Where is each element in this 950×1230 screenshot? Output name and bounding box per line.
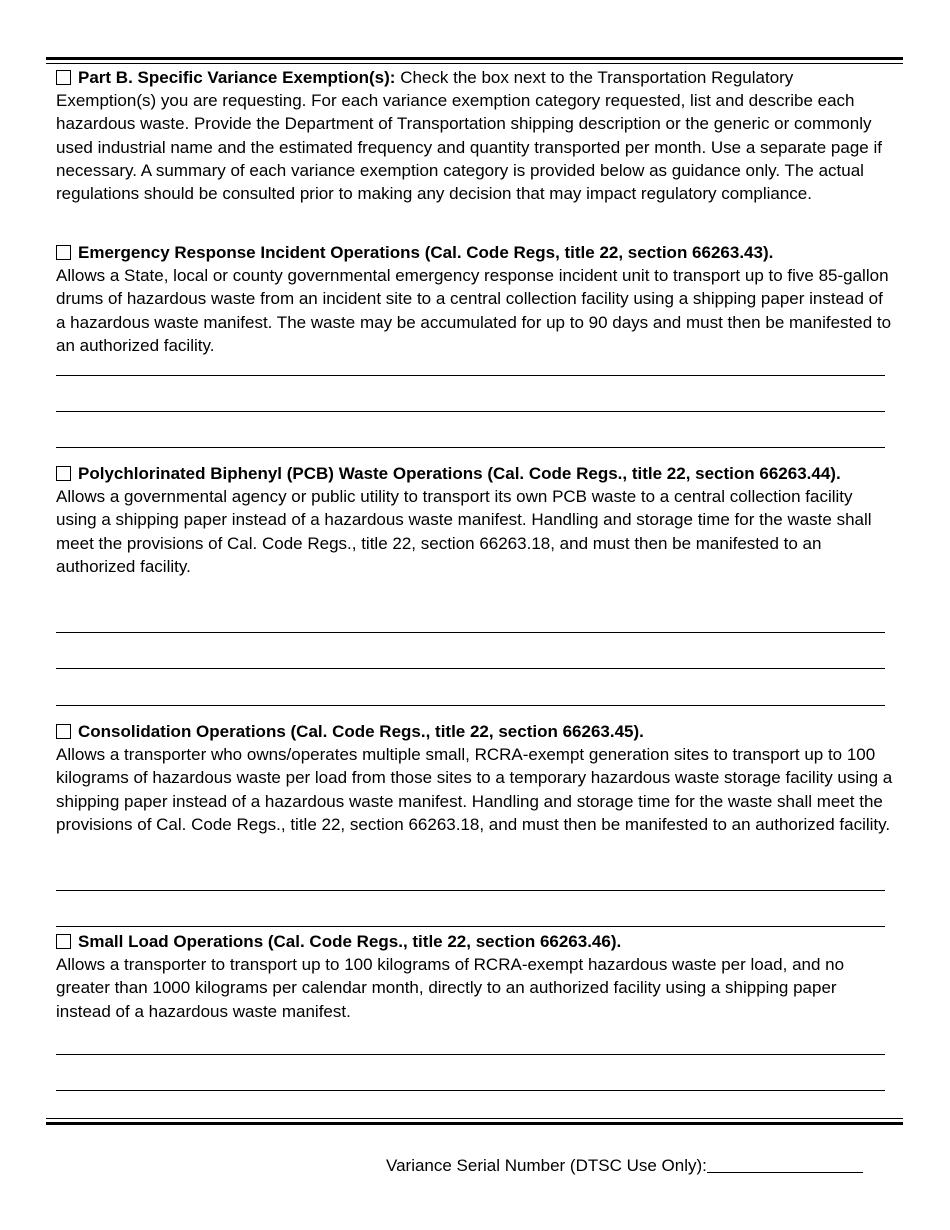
emergency-response-line-2[interactable] [56,411,885,412]
pcb-body: Allows a governmental agency or public utility to transport its own PCB waste to a central collection facility using a shipping paper instead of a hazardous waste manifest. Handling and storage time for the waste shall meet the provisions of Cal. Code Regs., title 22, section 66263.18, and must then be manifested to an authorized facility. [56,487,872,576]
variance-serial-field[interactable] [707,1155,863,1173]
bottom-rule-thin [46,1118,903,1119]
part-b-body: Check the box next to the Transportation Regulatory Exemption(s) you are requesting. For each variance exemption category requested, list and describe each hazardous waste. Provide the Department of Transportation shipping description or the generic or commonly used industrial name and the estimated frequency and quantity transported per month. Use a separate page if necessary. A summary of each variance exemption category is provided below as guidance only. The actual regulations should be consulted prior to making any decision that may impact regulatory compliance. [56,68,882,204]
variance-serial-label: Variance Serial Number (DTSC Use Only): [386,1156,707,1175]
consolidation-line-1[interactable] [56,890,885,891]
emergency-response-checkbox[interactable] [56,245,71,260]
small-load-section [56,930,896,1023]
pcb-line-3[interactable] [56,705,885,706]
pcb-section [56,462,896,578]
emergency-response-section [56,241,896,357]
consolidation-section [56,720,896,836]
consolidation-heading-row [56,720,896,743]
consolidation-body: Allows a transporter who owns/operates multiple small, RCRA-exempt generation sites to transport up to 100 kilograms of hazardous waste per load from those sites to a temporary hazardous waste storage facility using a shipping paper instead of a hazardous waste manifest. Handling and storage time for the waste shall meet the provisions of Cal. Code Regs., title 22, section 66263.18, and must then be manifested to an authorized facility. [56,745,893,834]
pcb-line-1[interactable] [56,632,885,633]
part-b-intro [56,66,896,205]
small-load-line-1[interactable] [56,1054,885,1055]
emergency-response-line-3[interactable] [56,447,885,448]
part-b-heading: Part B. Specific Variance Exemption(s): [78,68,396,87]
consolidation-heading: Consolidation Operations (Cal. Code Regs., title 22, section 66263.45). [78,722,644,741]
bottom-rule-thick [46,1122,903,1125]
emergency-response-heading: Emergency Response Incident Operations (Cal. Code Regs, title 22, section 66263.43). [78,243,774,262]
variance-serial-number [386,1155,863,1177]
emergency-response-line-1[interactable] [56,375,885,376]
consolidation-checkbox[interactable] [56,724,71,739]
emergency-response-body: Allows a State, local or county governmental emergency response incident unit to transport up to five 85-gallon drums of hazardous waste from an incident site to a central collection facility using a shipping paper instead of a hazardous waste manifest. The waste may be accumulated for up to 90 days and must then be manifested to an authorized facility. [56,266,892,355]
pcb-heading-row [56,462,896,485]
pcb-checkbox[interactable] [56,466,71,481]
top-rule-thick [46,57,903,60]
small-load-line-2[interactable] [56,1090,885,1091]
pcb-heading: Polychlorinated Biphenyl (PCB) Waste Operations (Cal. Code Regs., title 22, section 66263.44). [78,464,841,483]
top-rule-thin [46,63,903,64]
small-load-heading: Small Load Operations (Cal. Code Regs., title 22, section 66263.46). [78,932,622,951]
consolidation-line-2[interactable] [56,926,885,927]
small-load-heading-row [56,930,896,953]
small-load-checkbox[interactable] [56,934,71,949]
part-b-checkbox[interactable] [56,70,71,85]
emergency-response-heading-row [56,241,896,264]
small-load-body: Allows a transporter to transport up to 100 kilograms of RCRA-exempt hazardous waste per load, and no greater than 1000 kilograms per calendar month, directly to an authorized facility using a shipping paper instead of a hazardous waste manifest. [56,955,845,1021]
pcb-line-2[interactable] [56,668,885,669]
